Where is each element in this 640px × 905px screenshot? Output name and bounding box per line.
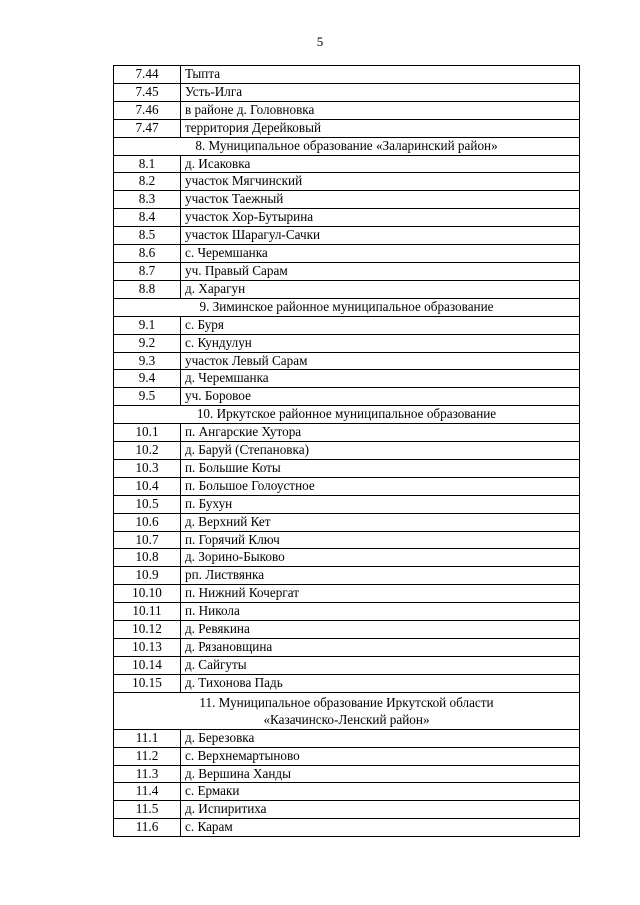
section-heading-row [114, 406, 580, 424]
table-row [114, 227, 580, 245]
table-row [114, 477, 580, 495]
table-row [114, 280, 580, 298]
row-number: 10.8 [114, 549, 181, 567]
settlement-name: д. Тихонова Падь [181, 674, 580, 692]
section-heading: 10. Иркутское районное муниципальное образование [114, 406, 580, 424]
settlement-name: с. Буря [181, 316, 580, 334]
section-heading-row [114, 692, 580, 729]
section-heading-row [114, 298, 580, 316]
settlements-table [113, 65, 580, 837]
settlement-name: участок Мягчинский [181, 173, 580, 191]
table-row [114, 262, 580, 280]
settlement-name: п. Большие Коты [181, 459, 580, 477]
table-row [114, 783, 580, 801]
table-row [114, 334, 580, 352]
settlement-name: в районе д. Головновка [181, 101, 580, 119]
row-number: 10.9 [114, 567, 181, 585]
row-number: 10.11 [114, 603, 181, 621]
table-row [114, 495, 580, 513]
row-number: 10.12 [114, 621, 181, 639]
row-number: 7.47 [114, 119, 181, 137]
table-row [114, 801, 580, 819]
settlement-name: д. Рязановщина [181, 639, 580, 657]
table-row [114, 424, 580, 442]
table-row [114, 66, 580, 84]
table-row [114, 101, 580, 119]
settlement-name: д. Харагун [181, 280, 580, 298]
settlement-name: д. Сайгуты [181, 656, 580, 674]
row-number: 9.3 [114, 352, 181, 370]
table-row [114, 173, 580, 191]
settlement-name: д. Исаковка [181, 155, 580, 173]
row-number: 10.13 [114, 639, 181, 657]
table-row [114, 316, 580, 334]
row-number: 8.6 [114, 245, 181, 263]
table-row [114, 621, 580, 639]
settlement-name: уч. Боровое [181, 388, 580, 406]
settlement-name: д. Верхний Кет [181, 513, 580, 531]
settlement-name: с. Ермаки [181, 783, 580, 801]
table-row [114, 585, 580, 603]
table-row [114, 656, 580, 674]
row-number: 10.14 [114, 656, 181, 674]
table-row [114, 245, 580, 263]
table-row [114, 442, 580, 460]
settlement-name: п. Бухун [181, 495, 580, 513]
table-row [114, 388, 580, 406]
row-number: 7.44 [114, 66, 181, 84]
row-number: 11.5 [114, 801, 181, 819]
table-row [114, 119, 580, 137]
table-row [114, 747, 580, 765]
section-heading-row [114, 137, 580, 155]
settlement-name: с. Кундулун [181, 334, 580, 352]
settlement-name: д. Ревякина [181, 621, 580, 639]
section-heading [114, 692, 580, 729]
settlement-name: с. Карам [181, 819, 580, 837]
settlement-name: п. Большое Голоустное [181, 477, 580, 495]
row-number: 8.3 [114, 191, 181, 209]
section-heading-line: «Казачинско-Ленский район» [263, 711, 430, 727]
table-row [114, 155, 580, 173]
table-row [114, 765, 580, 783]
settlement-name: д. Зорино-Быково [181, 549, 580, 567]
table-row [114, 352, 580, 370]
row-number: 10.7 [114, 531, 181, 549]
page-number: 5 [316, 34, 324, 49]
row-number: 9.4 [114, 370, 181, 388]
row-number: 10.15 [114, 674, 181, 692]
section-heading: 9. Зиминское районное муниципальное образование [114, 298, 580, 316]
row-number: 10.1 [114, 424, 181, 442]
row-number: 11.4 [114, 783, 181, 801]
row-number: 10.3 [114, 459, 181, 477]
row-number: 8.5 [114, 227, 181, 245]
settlement-name: д. Баруй (Степановка) [181, 442, 580, 460]
row-number: 7.46 [114, 101, 181, 119]
table-row [114, 819, 580, 837]
row-number: 8.7 [114, 262, 181, 280]
settlement-name: п. Горячий Ключ [181, 531, 580, 549]
row-number: 8.4 [114, 209, 181, 227]
table-row [114, 729, 580, 747]
table-row [114, 459, 580, 477]
settlement-name: участок Хор-Бутырина [181, 209, 580, 227]
row-number: 10.4 [114, 477, 181, 495]
row-number: 10.10 [114, 585, 181, 603]
row-number: 11.1 [114, 729, 181, 747]
row-number: 11.3 [114, 765, 181, 783]
settlement-name: уч. Правый Сарам [181, 262, 580, 280]
settlement-name: Усть-Илга [181, 83, 580, 101]
settlement-name: рп. Листвянка [181, 567, 580, 585]
settlement-name: д. Черемшанка [181, 370, 580, 388]
table-row [114, 209, 580, 227]
settlement-name: участок Шарагул-Сачки [181, 227, 580, 245]
settlement-name: участок Левый Сарам [181, 352, 580, 370]
settlement-name: д. Березовка [181, 729, 580, 747]
settlement-name: д. Испиритиха [181, 801, 580, 819]
row-number: 10.2 [114, 442, 181, 460]
settlement-name: с. Черемшанка [181, 245, 580, 263]
row-number: 8.1 [114, 155, 181, 173]
row-number: 8.8 [114, 280, 181, 298]
table-row [114, 191, 580, 209]
row-number: 9.1 [114, 316, 181, 334]
row-number: 10.6 [114, 513, 181, 531]
settlement-name: участок Таежный [181, 191, 580, 209]
table-row [114, 603, 580, 621]
row-number: 9.2 [114, 334, 181, 352]
settlement-name: п. Ангарские Хутора [181, 424, 580, 442]
table-row [114, 531, 580, 549]
table-row [114, 549, 580, 567]
section-heading-line: 11. Муниципальное образование Иркутской области [199, 694, 494, 710]
section-heading: 8. Муниципальное образование «Заларинский район» [114, 137, 580, 155]
table-row [114, 513, 580, 531]
settlement-name: Тыпта [181, 66, 580, 84]
table-row [114, 567, 580, 585]
row-number: 7.45 [114, 83, 181, 101]
table-row [114, 639, 580, 657]
settlement-name: п. Нижний Кочергат [181, 585, 580, 603]
table-row [114, 370, 580, 388]
settlement-name: с. Верхнемартыново [181, 747, 580, 765]
row-number: 8.2 [114, 173, 181, 191]
settlement-name: п. Никола [181, 603, 580, 621]
table-body [114, 66, 580, 837]
row-number: 9.5 [114, 388, 181, 406]
row-number: 11.6 [114, 819, 181, 837]
table-row [114, 83, 580, 101]
settlement-name: д. Вершина Ханды [181, 765, 580, 783]
settlement-name: территория Дерейковый [181, 119, 580, 137]
row-number: 10.5 [114, 495, 181, 513]
row-number: 11.2 [114, 747, 181, 765]
table-row [114, 674, 580, 692]
